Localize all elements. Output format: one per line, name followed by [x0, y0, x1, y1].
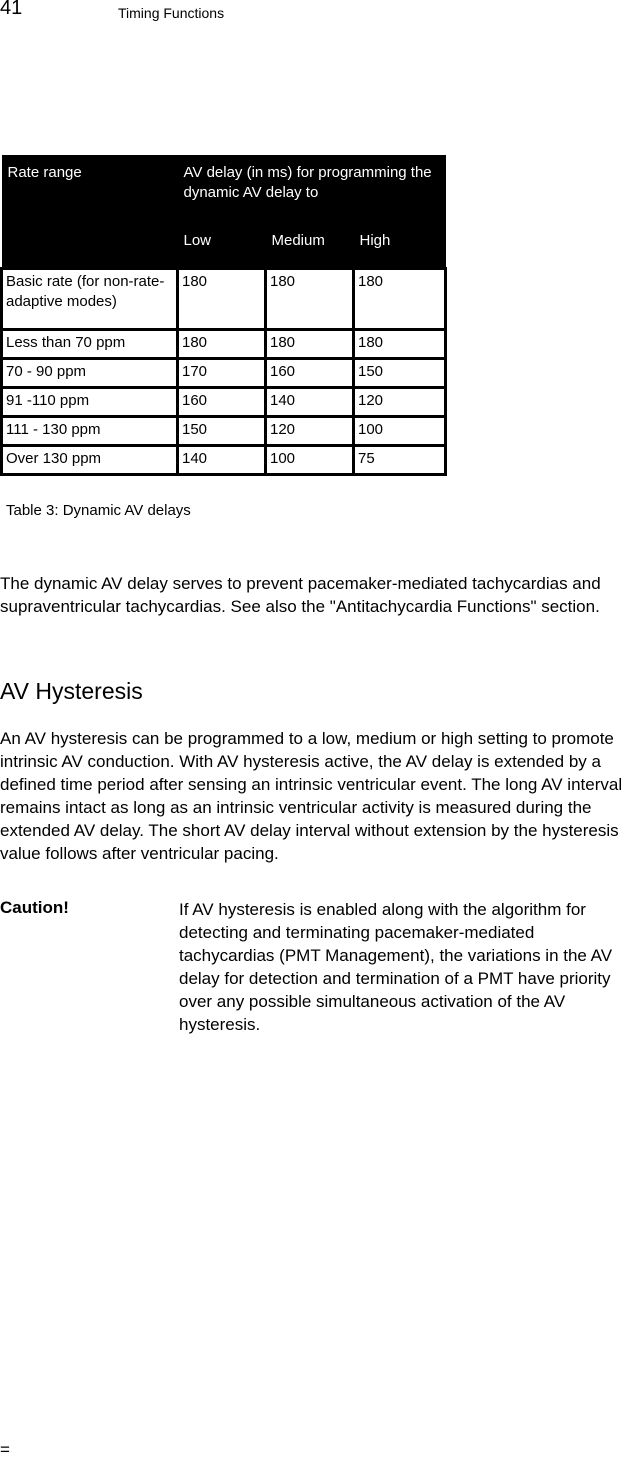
- medium-cell: 140: [266, 388, 354, 417]
- low-cell: 180: [178, 330, 266, 359]
- page-number: 41: [0, 0, 23, 19]
- table-caption: Table 3: Dynamic AV delays: [6, 502, 191, 519]
- header-low: Low: [178, 229, 266, 269]
- rate-range-cell: 91 -110 ppm: [2, 388, 178, 417]
- table-row: [2, 417, 446, 446]
- header-av-delay: AV delay (in ms) for programming the dynamic AV delay to: [178, 155, 446, 229]
- running-title: Timing Functions: [118, 5, 225, 21]
- intro-paragraph: The dynamic AV delay serves to prevent pacemaker-mediated tachycardias and supraventricular tachycardias. See also the "Antitachycardia Functions" section.: [0, 574, 601, 616]
- rate-range-cell: 70 - 90 ppm: [2, 359, 178, 388]
- high-cell: 150: [354, 359, 446, 388]
- section-heading: AV Hysteresis: [0, 678, 143, 704]
- medium-cell: 180: [266, 269, 354, 330]
- high-cell: 100: [354, 417, 446, 446]
- caution-label: Caution!: [0, 898, 69, 917]
- high-cell: 120: [354, 388, 446, 417]
- header-rate-range: Rate range: [2, 155, 178, 229]
- table-row: [2, 446, 446, 475]
- rate-range-cell: Less than 70 ppm: [2, 330, 178, 359]
- medium-cell: 180: [266, 330, 354, 359]
- low-cell: 170: [178, 359, 266, 388]
- footer-mark: =: [0, 1440, 10, 1459]
- av-hysteresis-paragraph: An AV hysteresis can be programmed to a low, medium or high setting to promote intrinsic AV conduction. With AV hysteresis active, the AV delay is extended by a defined time period after sensing an intrinsic ventricular event. The long AV interval remains intact as long as an intrinsic ventricular activity is measured during the extended AV delay. The short AV delay interval without extension by the hysteresis value follows after ventricular pacing.: [0, 729, 623, 863]
- high-cell: 180: [354, 269, 446, 330]
- header-blank: [2, 229, 178, 269]
- header-high: High: [354, 229, 446, 269]
- table-row: [2, 269, 446, 330]
- table-row: [2, 388, 446, 417]
- medium-cell: 100: [266, 446, 354, 475]
- rate-range-cell: 111 - 130 ppm: [2, 417, 178, 446]
- high-cell: 180: [354, 330, 446, 359]
- caution-text: If AV hysteresis is enabled along with the algorithm for detecting and terminating pacemaker-mediated tachycardias (PMT Management), the variations in the AV delay for detection and termination of a PMT have priority over any possible simultaneous activation of the AV hysteresis.: [179, 900, 613, 1034]
- low-cell: 180: [178, 269, 266, 330]
- rate-range-cell: Basic rate (for non-rate-adaptive modes): [2, 269, 178, 330]
- table-row: [2, 330, 446, 359]
- low-cell: 150: [178, 417, 266, 446]
- header-medium: Medium: [266, 229, 354, 269]
- rate-range-cell: Over 130 ppm: [2, 446, 178, 475]
- low-cell: 160: [178, 388, 266, 417]
- dynamic-av-delay-table: [0, 155, 447, 476]
- low-cell: 140: [178, 446, 266, 475]
- medium-cell: 160: [266, 359, 354, 388]
- high-cell: 75: [354, 446, 446, 475]
- table-row: [2, 359, 446, 388]
- medium-cell: 120: [266, 417, 354, 446]
